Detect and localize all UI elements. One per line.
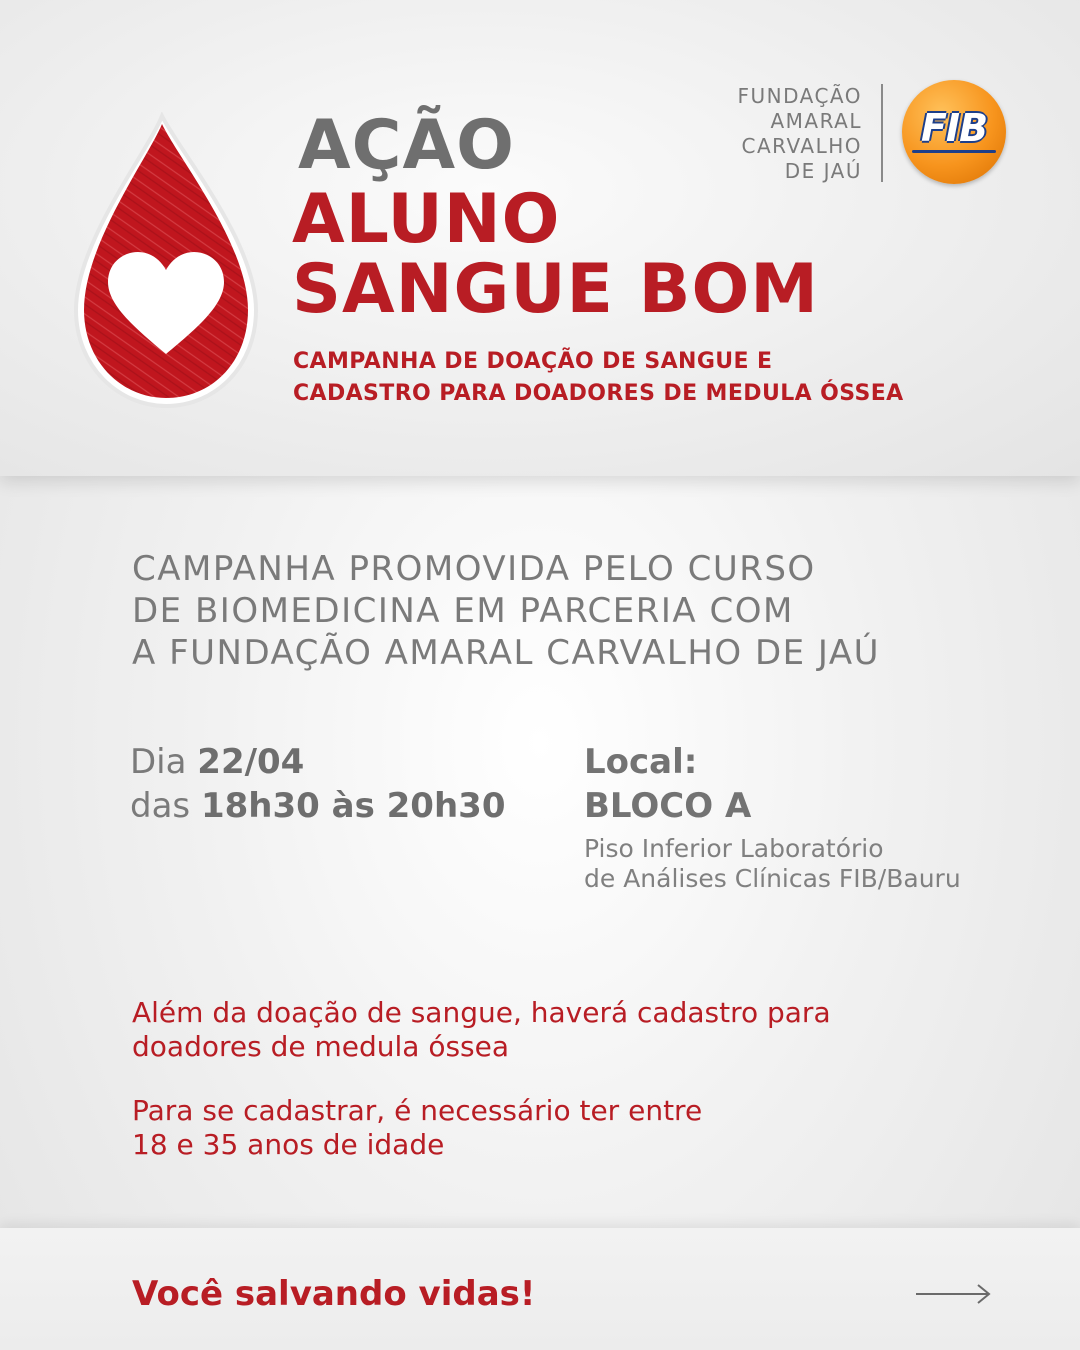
foundation-line: DE JAÚ [784,159,862,183]
foundation-name [737,84,862,184]
info-paragraph-age [132,1094,831,1162]
location-block [584,740,961,894]
info-line: doadores de medula óssea [132,1030,510,1063]
fib-logo [902,80,1006,184]
promo-text [132,548,880,674]
subtitle-line: CADASTRO PARA DOADORES DE MEDULA ÓSSEA [293,381,904,406]
footer-bar [0,1228,1080,1350]
promo-line: CAMPANHA PROMOVIDA PELO CURSO [132,549,816,589]
foundation-line: AMARAL [770,109,862,133]
location-value: BLOCO A [584,786,752,826]
foundation-line: FUNDAÇÃO [737,84,862,108]
schedule-block [130,740,505,828]
title-line-3: SANGUE BOM [292,250,819,329]
info-line: Além da doação de sangue, haverá cadastro para [132,996,831,1029]
location-detail-line: de Análises Clínicas FIB/Bauru [584,864,961,893]
fib-logo-underline [912,150,996,153]
title-line-2: ALUNO [292,180,561,259]
title-line-1: AÇÃO [298,106,515,185]
fib-logo-text: FIB [920,106,988,150]
date-line [130,740,505,784]
date-prefix: Dia [130,742,198,782]
info-line: Para se cadastrar, é necessário ter entre [132,1094,703,1127]
subtitle-line: CAMPANHA DE DOAÇÃO DE SANGUE E [293,349,773,374]
logo-divider [881,84,883,182]
header-banner [0,0,1080,476]
slogan: Você salvando vidas! [132,1274,536,1314]
promo-line: A FUNDAÇÃO AMARAL CARVALHO DE JAÚ [132,633,880,673]
time-line [130,784,505,828]
time-prefix: das [130,786,201,826]
date-value: 22/04 [197,742,305,782]
promo-line: DE BIOMEDICINA EM PARCERIA COM [132,591,794,631]
info-block [132,996,831,1192]
location-label: Local: [584,742,698,782]
campaign-subtitle [293,346,904,410]
time-value: 18h30 às 20h30 [200,786,506,826]
info-paragraph-donation [132,996,831,1064]
foundation-line: CARVALHO [741,134,862,158]
blood-drop-heart-icon [70,112,262,412]
location-detail [584,834,961,894]
location-detail-line: Piso Inferior Laboratório [584,834,884,863]
arrow-right-icon[interactable] [914,1282,992,1306]
info-line: 18 e 35 anos de idade [132,1128,445,1161]
